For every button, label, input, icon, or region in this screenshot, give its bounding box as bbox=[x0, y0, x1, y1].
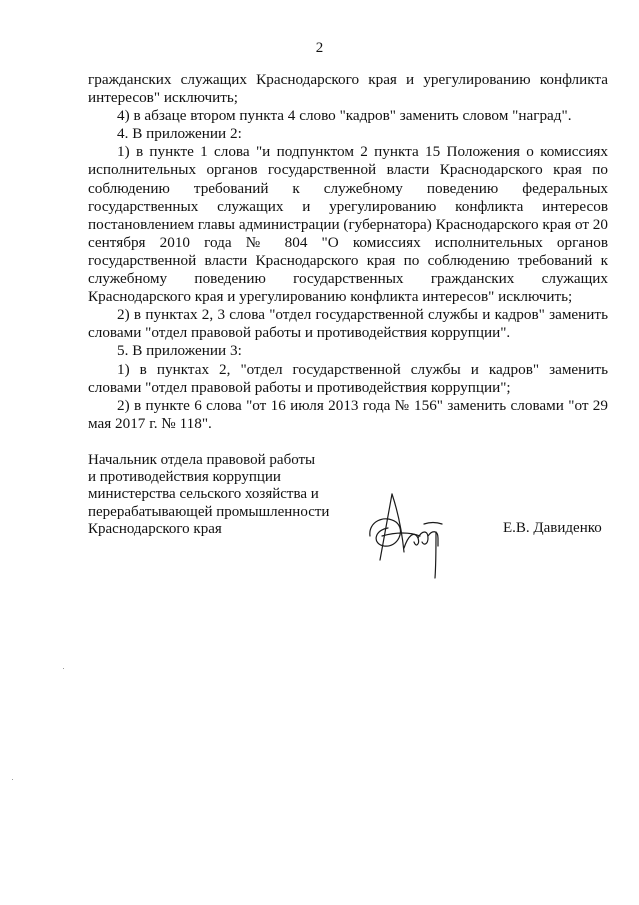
signatory-name: Е.В. Давиденко bbox=[503, 520, 602, 536]
body-paragraph: 4) в абзаце втором пункта 4 слово "кадров" заменить словом "наград". bbox=[117, 107, 572, 125]
signatory-position-line: Начальник отдела правовой работы bbox=[88, 452, 316, 468]
body-paragraph: 2) в пунктах 2, 3 слова "отдел государственной службы и кадров" заменить словами "отдел правовой работы и противодействия коррупции". bbox=[88, 306, 608, 342]
signatory-position bbox=[88, 452, 338, 538]
body-paragraph: 1) в пунктах 2, "отдел государственной службы и кадров" заменить словами "отдел правовой работы и противодействия коррупции"; bbox=[88, 360, 608, 396]
signatory-position-line: и противодействия коррупции bbox=[88, 469, 281, 486]
body-paragraph: 1) в пункте 1 слова "и подпунктом 2 пункта 15 Положения о комиссиях исполнительных органов государственной власти Краснодарского края по соблюдению требований к служебному поведению федеральных государственных служащих и урегулированию конфликта интересов постановлением главы администрации (губернатора) Краснодарского края от 20 сентября 2010 года № 804 "О комиссиях исполнительных органов государственной власти Краснодарского края по соблюдению требований к служебному поведению государственных гражданских служащих Краснодарского края и урегулированию конфликта интересов" исключить; bbox=[88, 143, 608, 306]
scan-speck bbox=[63, 668, 64, 669]
signatory-position-line: перерабатывающей промышленности bbox=[88, 503, 330, 520]
body-paragraph: гражданских служащих Краснодарского края и урегулированию конфликта интересов" исключить; bbox=[88, 71, 608, 107]
handwritten-signature bbox=[362, 486, 482, 581]
page-number: 2 bbox=[315, 40, 324, 56]
signatory-position-line: Краснодарского края bbox=[88, 520, 222, 537]
document-body bbox=[88, 71, 608, 433]
signatory-position-line: министерства сельского хозяйства и bbox=[88, 486, 319, 503]
body-paragraph: 5. В приложении 3: bbox=[117, 342, 242, 360]
body-paragraph: 2) в пункте 6 слова "от 16 июля 2013 года № 156" заменить словами "от 29 мая 2017 г. № 118". bbox=[88, 396, 608, 432]
body-paragraph: 4. В приложении 2: bbox=[117, 125, 242, 143]
scan-speck bbox=[12, 779, 13, 780]
